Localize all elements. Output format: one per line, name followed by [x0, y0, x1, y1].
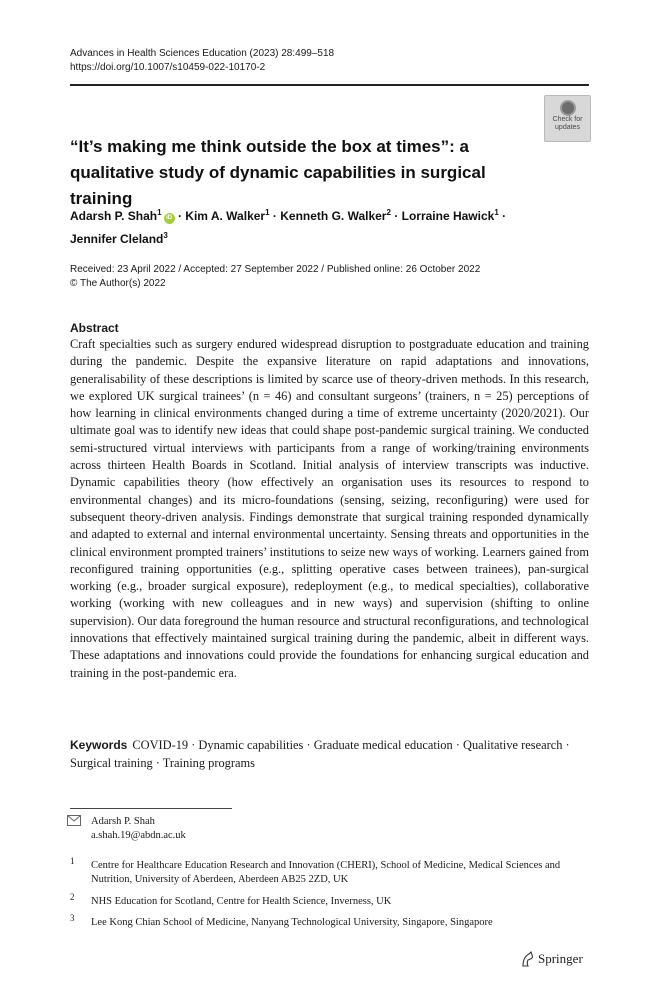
affiliation-number: 3 [70, 913, 75, 923]
publisher-name: Springer [538, 951, 583, 966]
affiliation-marker: 1 [494, 208, 499, 217]
springer-horse-icon [520, 951, 534, 967]
orcid-icon[interactable]: iD [164, 213, 175, 224]
history-dates: Received: 23 April 2022 / Accepted: 27 September 2022 / Published online: 26 October 2022 [70, 264, 481, 275]
corresponding-name: Adarsh P. Shah [91, 816, 155, 827]
author-separator: · [272, 209, 277, 223]
keywords [70, 737, 589, 772]
publisher-logo [520, 951, 583, 967]
envelope-icon [67, 815, 81, 826]
author-name: Lorraine Hawick [401, 209, 495, 223]
affiliation-2: NHS Education for Scotland, Centre for Health Science, Inverness, UK [91, 896, 392, 907]
crossmark-label-1: Check for [552, 116, 583, 123]
footnote-rule [70, 808, 232, 809]
paper-title: “It’s making me think outside the box at times”: a qualitative study of dynamic capabilities in surgical training [70, 137, 486, 208]
author-name: Adarsh P. Shah [70, 209, 158, 223]
keywords-text: COVID-19 · Dynamic capabilities · Graduate medical education · Qualitative research · Surgical training · Training programs [70, 738, 570, 770]
author-name: Kim A. Walker [185, 209, 266, 223]
affiliation-marker: 3 [163, 231, 168, 240]
crossmark-label-2: updates [555, 124, 580, 131]
affiliation-marker: 1 [157, 208, 162, 217]
journal-header [70, 47, 334, 75]
affiliation-3: Lee Kong Chian School of Medicine, Nanyang Technological University, Singapore, Singapore [91, 917, 493, 928]
crossmark-icon [560, 100, 576, 116]
header-rule [70, 84, 589, 86]
affiliation-number: 2 [70, 892, 75, 902]
author-separator: · [394, 209, 399, 223]
corresponding-email[interactable]: a.shah.19@abdn.ac.uk [91, 830, 186, 841]
abstract-text: Craft specialties such as surgery endured widespread disruption to postgraduate education and training during the pandemic. Despite the expansive literature on rapid adaptations and innovations, generalisability of these descriptions is limited by scarce use of theory-driven methods. In this research, we explored UK surgical trainees’ (n = 46) and consultant surgeons’ (trainers, n = 25) perceptions of how learning in clinical environments changed during a time of extreme uncertainty (2020/2021). Our ultimate goal was to identify new ideas that could shape post-pandemic surgical training. We conducted semi-structured virtual interviews with participants from a range of working/training environments across thirteen Health Boards in Scotland. Initial analysis of interview transcripts was inductive. Dynamic capabilities theory (how effectively an organisation uses its resources to respond to environmental changes) and its micro-foundations (sensing, seizing, reconfiguring) were used for subsequent theory-driven analysis. Findings demonstrate that surgical training responded dynamically and adapted to external and internal environmental uncertainty. Sensing threats and opportunities in the clinical environment prompted trainers’ institutions to seize new ways of working. Learners gained from reconfigured training opportunities (e.g., splitting operative cases between trainees), pan-surgical working (e.g., broader surgical exposure), redeployment (e.g., to medical specialties), collaborative working (working with new colleagues and in new ways) and supervision (shifting to online supervision). Our data foreground the human resource and structural reconfigurations, and technological innovations that effectively maintained surgical training during the pandemic, albeit in different ways. These adaptations and innovations could provide the foundations for enhancing surgical education and training in the post-pandemic era. [70, 337, 589, 680]
copyright-line: © The Author(s) 2022 [70, 278, 166, 289]
author-name: Jennifer Cleland [70, 232, 164, 246]
keywords-heading: Keywords [70, 738, 128, 752]
affiliation-marker: 2 [386, 208, 391, 217]
author-separator: · [502, 209, 507, 223]
publication-dates [70, 263, 480, 291]
affiliation-number: 1 [70, 856, 75, 866]
affiliation-1: Centre for Healthcare Education Research and Innovation (CHERI), School of Medicine, Medical Sciences and Nutrition, University of Aberdeen, Aberdeen AB25 2ZD, UK [91, 860, 561, 885]
author-list [70, 203, 590, 249]
doi-link[interactable]: https://doi.org/10.1007/s10459-022-10170-2 [70, 62, 266, 73]
abstract-heading: Abstract [70, 321, 119, 335]
check-for-updates-badge[interactable] [544, 95, 591, 142]
affiliation-marker: 1 [265, 208, 270, 217]
corresponding-author [91, 815, 186, 843]
author-separator: · [177, 209, 182, 223]
author-name: Kenneth G. Walker [280, 209, 387, 223]
journal-citation: Advances in Health Sciences Education (2023) 28:499–518 [70, 48, 335, 59]
